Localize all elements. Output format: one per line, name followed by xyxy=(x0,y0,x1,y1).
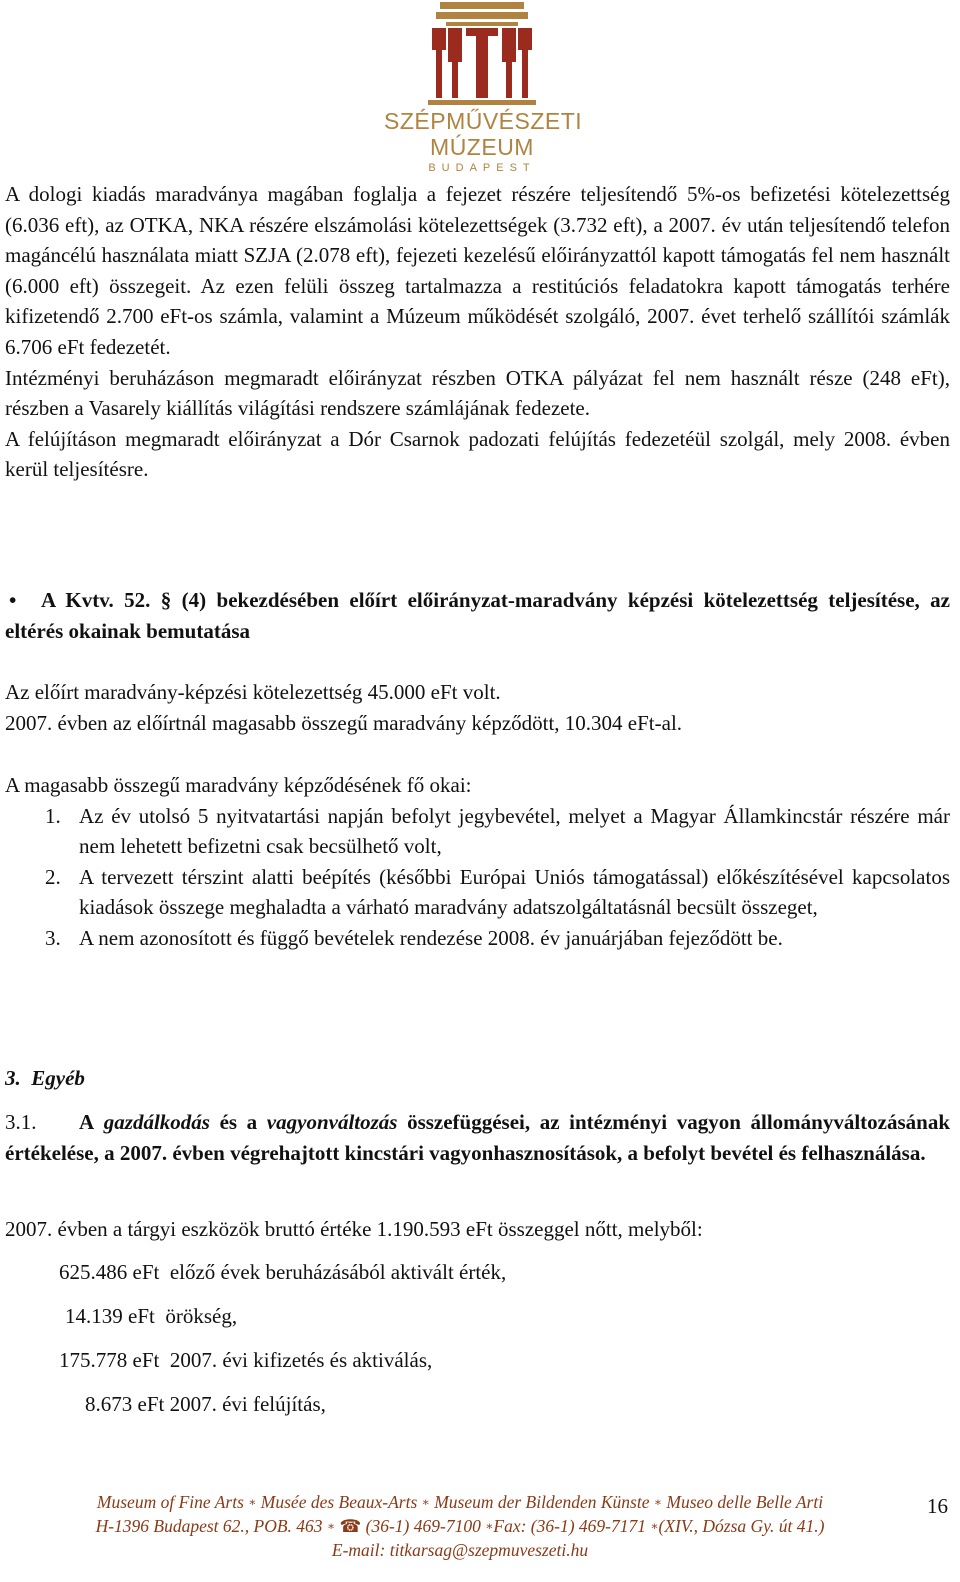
page-number: 16 xyxy=(927,1494,948,1518)
footer-fax: Fax: (36-1) 469-7171 xyxy=(493,1516,646,1536)
reasons-list xyxy=(5,801,950,954)
obligation-line2: 2007. évben az előírtnál magasabb összegű maradvány képződött, 10.304 eFt-al. xyxy=(5,710,683,735)
section-3-title: Egyéb xyxy=(31,1066,85,1090)
separator-icon: ∗ xyxy=(650,1519,659,1533)
section-31-number: 3.1. xyxy=(5,1110,37,1134)
bullet-heading xyxy=(5,585,950,646)
reasons-block xyxy=(5,770,950,954)
assets-row: 175.778 eFt 2007. évi kifizetés és aktiválás, xyxy=(59,1348,433,1372)
assets-block xyxy=(5,1214,950,1426)
footer-address: H-1396 Budapest 62., POB. 463 xyxy=(95,1516,323,1536)
list-item xyxy=(5,862,950,923)
footer-name-en: Museum of Fine Arts xyxy=(96,1492,244,1512)
logo-name-line1: SZÉPMŰVÉSZETI xyxy=(384,108,583,134)
paragraph-investment: Intézményi beruházáson megmaradt előirányzat részben OTKA pályázat fel nem használt része (248 eFt), részben a Vasarely kiállítás világítási rendszere számlájának fedezete. xyxy=(5,365,950,421)
section-3-number: 3. xyxy=(5,1066,21,1090)
list-item-text: Az év utolsó 5 nyitvatartási napján befolyt jegybevétel, melyet a Magyar Államkincstár részére már nem lehetett befizetni csak becsülhető volt, xyxy=(79,803,950,859)
paragraph-renovation: A felújításon megmaradt előirányzat a Dór Csarnok padozati felújítás fedezetéül szolgál, mely 2008. évben kerül teljesítésre. xyxy=(5,426,950,482)
logo-name-line2: MÚZEUM xyxy=(430,134,534,160)
separator-icon: ∗ xyxy=(653,1495,663,1509)
logo-city: BUDAPEST xyxy=(428,162,536,174)
section-31-word-es-a: és a xyxy=(219,1110,258,1134)
separator-icon: ∗ xyxy=(421,1495,430,1509)
separator-icon: ∗ xyxy=(326,1519,336,1533)
list-item-number: 3. xyxy=(45,925,61,950)
museum-emblem-icon xyxy=(422,0,542,108)
footer-phone: (36-1) 469-7100 xyxy=(365,1516,481,1536)
footer-name-fr: Musée des Beaux-Arts xyxy=(260,1492,418,1512)
main-text xyxy=(5,179,950,485)
section-31-title-rest: összefüggései, az intézményi vagyon állományváltozásának értékelése, a 2007. évben végrehajtott kincstári vagyonhasznosítások, a befolyt bevétel és felhasználása. xyxy=(5,1110,951,1165)
section-3-heading xyxy=(5,1063,950,1094)
list-item-number: 1. xyxy=(45,803,61,828)
list-item xyxy=(5,923,950,954)
museum-logo xyxy=(384,0,583,178)
assets-row: 14.139 eFt örökség, xyxy=(65,1304,238,1328)
assets-row: 8.673 eFt 2007. évi felújítás, xyxy=(85,1392,326,1416)
page-footer xyxy=(0,1490,960,1562)
bullet-icon: • xyxy=(9,588,17,612)
section-31-word-a: A xyxy=(79,1110,95,1134)
footer-contact xyxy=(0,1514,960,1538)
list-item xyxy=(5,801,950,862)
footer-district: (XIV., Dózsa Gy. út 41.) xyxy=(658,1516,825,1536)
section-31-word-vagyonvaltozas: vagyonváltozás xyxy=(266,1110,398,1134)
assets-intro: 2007. évben a tárgyi eszközök bruttó értéke 1.190.593 eFt összeggel nőtt, melyből: xyxy=(5,1217,703,1241)
obligation-block xyxy=(5,677,950,738)
footer-museum-names xyxy=(0,1490,960,1514)
footer-name-de: Museum der Bildenden Künste xyxy=(434,1492,650,1512)
list-item-text: A nem azonosított és függő bevételek rendezése 2008. év januárjában fejeződött be. xyxy=(79,925,783,950)
separator-icon: ∗ xyxy=(248,1495,257,1509)
footer-name-it: Museo delle Belle Arti xyxy=(666,1492,824,1512)
telephone-icon: ☎ xyxy=(339,1516,362,1536)
section-31-word-gazdalkodas: gazdálkodás xyxy=(103,1110,210,1134)
list-item-text: A tervezett térszint alatti beépítés (későbbi Európai Uniós támogatással) előkészítésével kapcsolatos kiadások összege meghaladta a várható maradvány adatszolgáltatásnál becsült összeget, xyxy=(79,864,950,920)
bullet-heading-text: A Kvtv. 52. § (4) bekezdésében előírt előirányzat-maradvány képzési kötelezettség teljesítése, az eltérés okainak bemutatása xyxy=(5,588,950,643)
paragraph-residual-costs: A dologi kiadás maradványa magában foglalja a fejezet részére teljesítendő 5%-os befizetési kötelezettség (6.036 eft), az OTKA, NKA részére elszámolási kötelezettségek (3.732 eft), a 2007. év után teljesítendő telefon magáncélú használata miatt SZJA (2.078 eft), fejezeti kezelésű előirányzattól kapott támogatás fel nem használt (6.000 eft) összegeit. Az ezen felüli összeg tartalmazza a restitúciós feladatokra kapott támogatás terhére kifizetendő 2.700 eFt-os számla, valamint a Múzeum működését szolgáló, 2007. évet terhelő szállítói számlák 6.706 eFt fedezetét. xyxy=(5,182,950,359)
assets-row: 625.486 eFt előző évek beruházásából aktivált érték, xyxy=(59,1260,507,1284)
obligation-line1: Az előírt maradvány-képzési kötelezettség 45.000 eFt volt. xyxy=(5,680,501,704)
footer-email: E-mail: titkarsag@szepmuveszeti.hu xyxy=(331,1540,589,1560)
reasons-intro: A magasabb összegű maradvány képződésének fő okai: xyxy=(5,773,472,797)
list-item-number: 2. xyxy=(45,864,61,889)
section-31-heading xyxy=(5,1107,950,1168)
separator-icon: ∗ xyxy=(485,1519,494,1533)
